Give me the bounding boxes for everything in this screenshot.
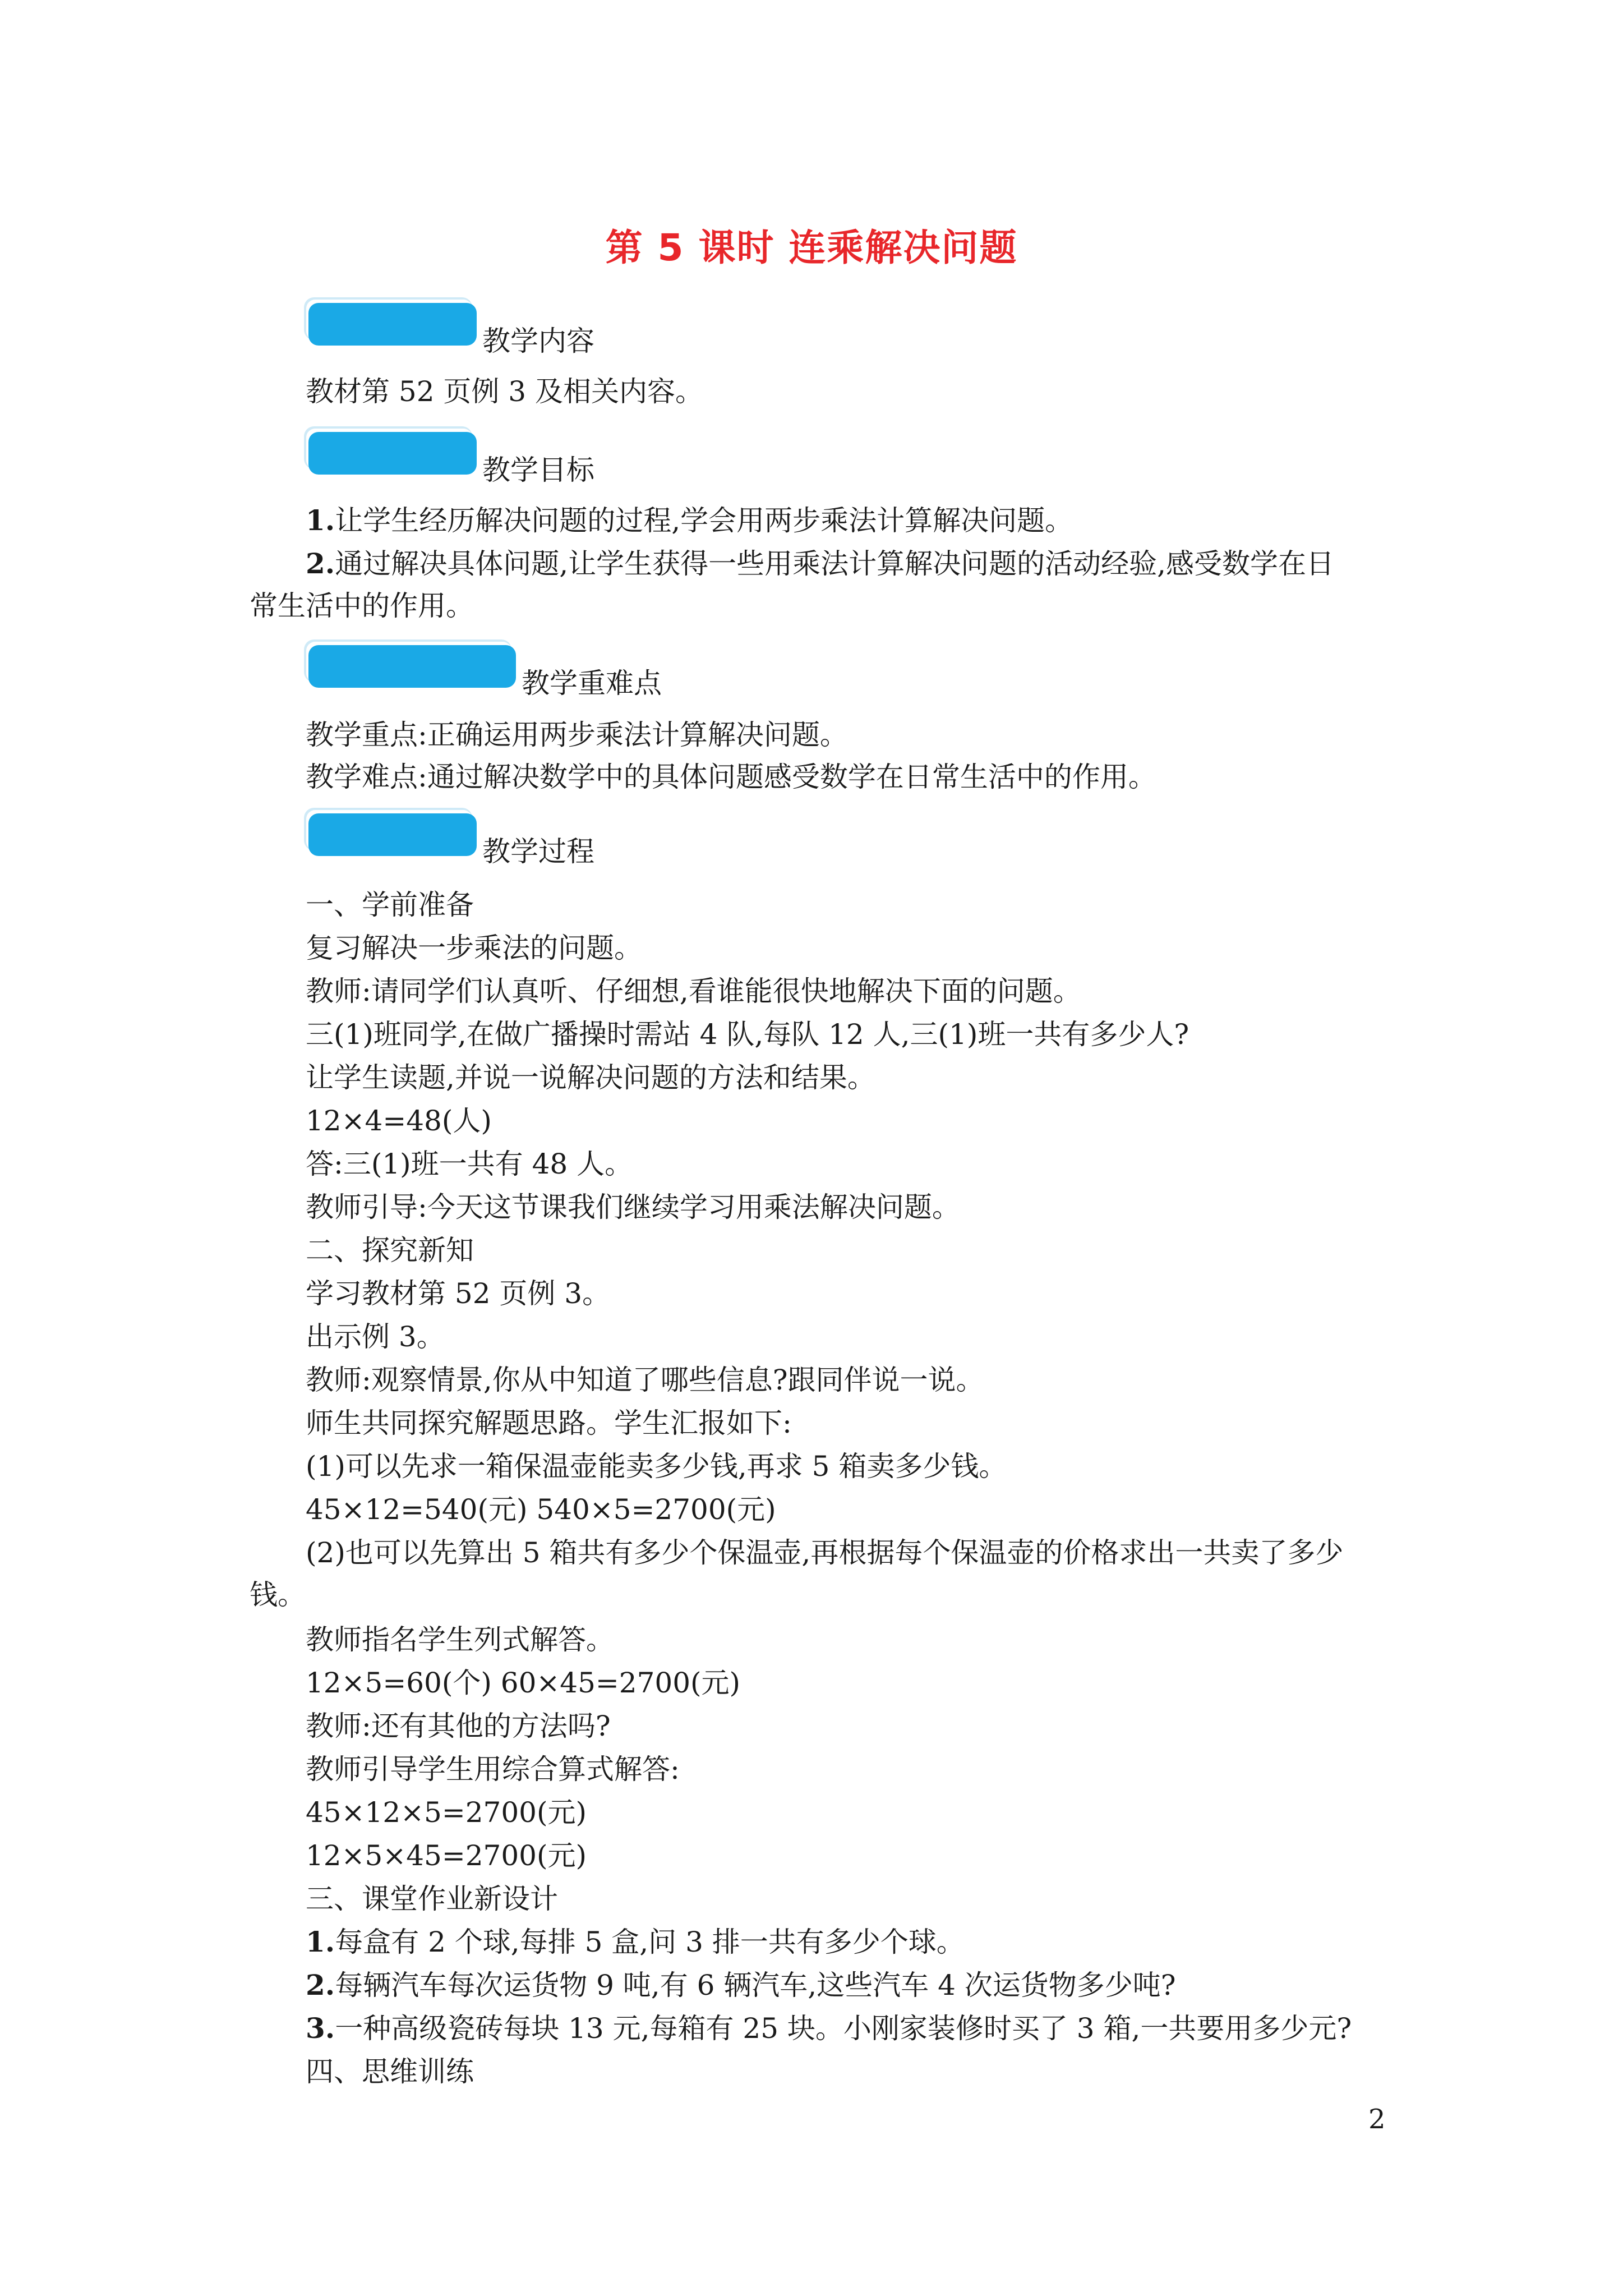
exercise-2: 2.每辆汽车每次运货物 9 吨,有 6 辆汽车,这些汽车 4 次运货物多少吨? (306, 1968, 1176, 2001)
section-badge (308, 303, 477, 346)
page-number: 2 (1368, 2104, 1386, 2135)
process-line: 学习教材第 52 页例 3。 (306, 1277, 611, 1310)
section-header-key (308, 645, 701, 700)
process-line: 钱。 (250, 1579, 306, 1611)
key-point: 教学重点:正确运用两步乘法计算解决问题。 (306, 719, 848, 751)
exercise-1: 1.每盒有 2 个球,每排 5 盒,问 3 排一共有多少个球。 (306, 1925, 965, 1958)
process-line: 教师:还有其他的方法吗? (306, 1710, 611, 1742)
process-line: 让学生读题,并说一说解决问题的方法和结果。 (306, 1061, 875, 1094)
section-header-goals (308, 432, 645, 486)
process-line: 四、思维训练 (306, 2055, 474, 2088)
section-badge (308, 432, 477, 475)
process-line: 12×4=48(人) (306, 1105, 492, 1137)
section-header-process (308, 813, 645, 868)
process-line: (1)可以先求一箱保温壶能卖多少钱,再求 5 箱卖多少钱。 (306, 1450, 1007, 1483)
process-line: 教师:观察情景,你从中知道了哪些信息?跟同伴说一说。 (306, 1364, 984, 1396)
process-line: 师生共同探究解题思路。学生汇报如下: (306, 1407, 792, 1439)
process-line: 45×12×5=2700(元) (306, 1796, 587, 1829)
process-line: 二、探究新知 (306, 1234, 474, 1267)
process-line: (2)也可以先算出 5 箱共有多少个保温壶,再根据每个保温壶的价格求出一共卖了多少 (306, 1536, 1344, 1569)
process-line: 出示例 3。 (306, 1320, 445, 1353)
process-line: 教师引导学生用综合算式解答: (306, 1753, 680, 1786)
process-line: 答:三(1)班一共有 48 人。 (306, 1148, 633, 1180)
section-label: 教学目标 (482, 454, 594, 486)
content-text: 教材第 52 页例 3 及相关内容。 (306, 375, 704, 408)
process-line: 12×5×45=2700(元) (306, 1839, 587, 1872)
process-line: 12×5=60(个) 60×45=2700(元) (306, 1667, 741, 1699)
process-line: 45×12=540(元) 540×5=2700(元) (306, 1493, 776, 1526)
process-line: 一、学前准备 (306, 889, 474, 921)
section-badge (308, 645, 516, 688)
goal-2-cont: 常生活中的作用。 (250, 590, 474, 622)
goal-2: 2.通过解决具体问题,让学生获得一些用乘法计算解决问题的活动经验,感受数学在日 (306, 547, 1334, 580)
process-line: 教师引导:今天这节课我们继续学习用乘法解决问题。 (306, 1191, 960, 1223)
process-line: 教师:请同学们认真听、仔细想,看谁能很快地解决下面的问题。 (306, 975, 1081, 1007)
section-label: 教学内容 (482, 325, 594, 357)
lesson-title: 第 5 课时 连乘解决问题 (605, 226, 1018, 269)
section-badge (308, 813, 477, 856)
process-line: 三、课堂作业新设计 (306, 1883, 558, 1915)
section-header-content (308, 303, 645, 357)
process-line: 三(1)班同学,在做广播操时需站 4 队,每队 12 人,三(1)班一共有多少人? (306, 1018, 1189, 1051)
goal-1: 1.让学生经历解决问题的过程,学会用两步乘法计算解决问题。 (306, 504, 1073, 537)
process-line: 教师指名学生列式解答。 (306, 1623, 614, 1656)
process-line: 复习解决一步乘法的问题。 (306, 932, 642, 964)
exercise-3: 3.一种高级瓷砖每块 13 元,每箱有 25 块。小刚家装修时买了 3 箱,一共要用多少元? (306, 2012, 1352, 2045)
section-label: 教学过程 (482, 835, 594, 868)
difficult-point: 教学难点:通过解决数学中的具体问题感受数学在日常生活中的作用。 (306, 761, 1156, 793)
section-label: 教学重难点 (522, 667, 662, 700)
